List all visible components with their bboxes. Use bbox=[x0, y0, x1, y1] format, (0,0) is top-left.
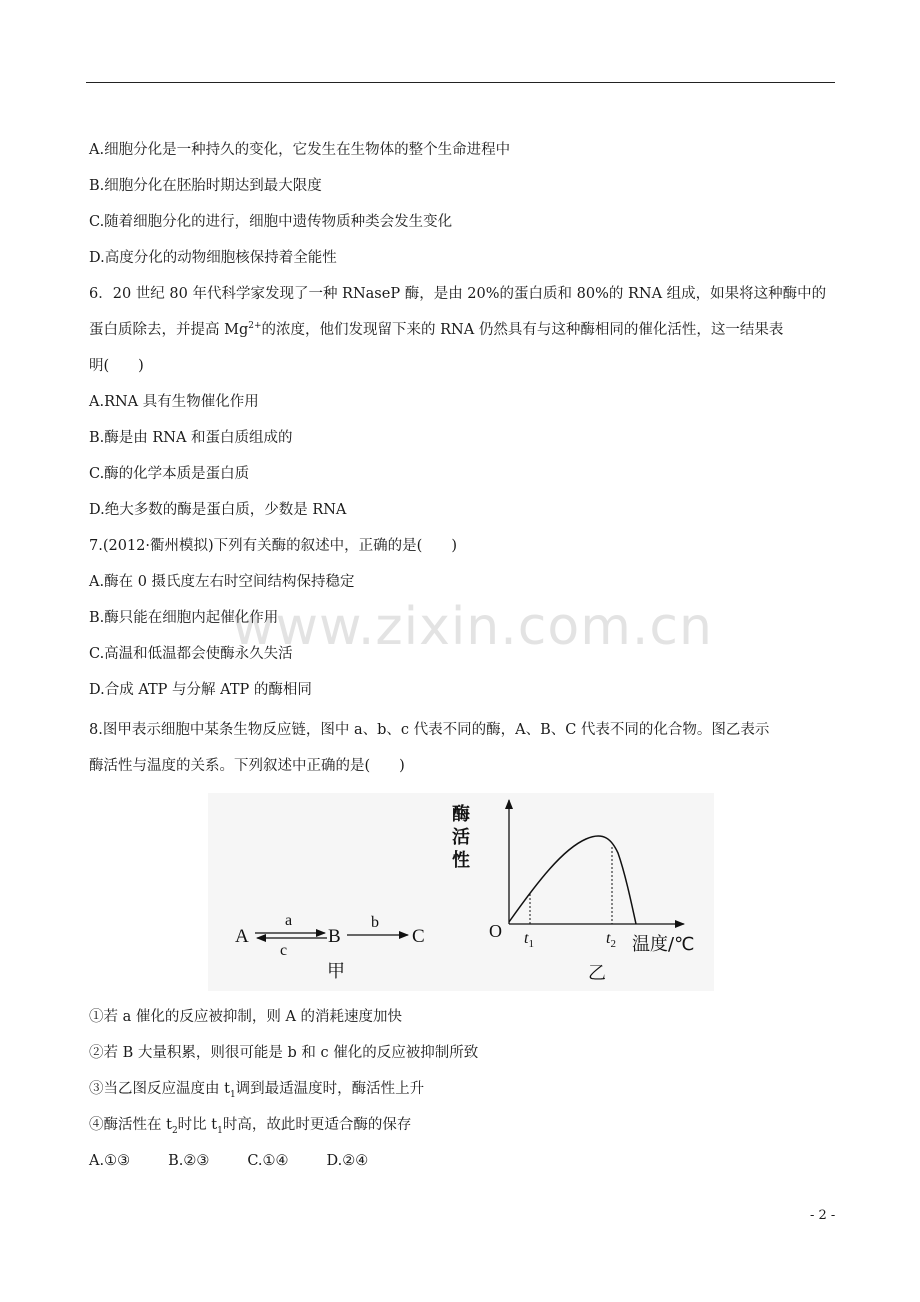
y-axis-label-3: 性 bbox=[452, 850, 470, 871]
q7-stem: 7.(2012·衢州模拟)下列有关酶的叙述中，正确的是( ) bbox=[89, 538, 457, 554]
q6-stem-line2: 蛋白质除去，并提高 $Mg^{2+}$的浓度，他们发现留下来的 RNA 仍然具有与这种酶相同的催化活性，这一结果表 bbox=[89, 321, 784, 338]
q6-option-d: D.绝大多数的酶是蛋白质，少数是 RNA bbox=[89, 502, 347, 518]
header-rule bbox=[86, 82, 835, 83]
y-axis-label-2: 活 bbox=[452, 827, 470, 848]
enzyme-c-label: c bbox=[280, 942, 288, 959]
q8-stem-line1: 8.图甲表示细胞中某条生物反应链，图中 a、b、c 代表不同的酶，A、B、C 代表不同的化合物。图乙表示 bbox=[89, 722, 770, 738]
q8-statement-4: ④酶活性在 $t_2$时比 $t_1$时高，故此时更适合酶的保存 bbox=[89, 1117, 412, 1136]
q8-choice-d: D.②④ bbox=[326, 1153, 369, 1169]
enzyme-b-label: b bbox=[371, 914, 379, 931]
q6-option-b: B.酶是由 RNA 和蛋白质组成的 bbox=[89, 430, 293, 446]
q6-stem-line1: 6．20 世纪 80 年代科学家发现了一种 RNaseP 酶，是由 20%的蛋白质和 80%的 RNA 组成，如果将这种酶中的 bbox=[89, 286, 827, 302]
q6-option-a: A.RNA 具有生物催化作用 bbox=[89, 394, 259, 410]
q8-choice-a: A.①③ bbox=[89, 1153, 131, 1169]
q6-option-c: C.酶的化学本质是蛋白质 bbox=[89, 466, 250, 482]
q7-option-a: A.酶在 0 摄氏度左右时空间结构保持稳定 bbox=[89, 574, 355, 590]
t2-label: $t_2$ bbox=[606, 930, 616, 950]
t1-label: $t_1$ bbox=[524, 930, 534, 950]
origin-label: O bbox=[489, 921, 502, 941]
q8-choice-c: C.①④ bbox=[247, 1153, 289, 1169]
enzyme-a-label: a bbox=[285, 912, 293, 929]
q7-option-d: D.合成 ATP 与分解 ATP 的酶相同 bbox=[89, 682, 312, 698]
q8-figure-svg bbox=[208, 793, 714, 991]
q8-figure bbox=[208, 793, 714, 991]
x-axis-label: 温度/℃ bbox=[632, 934, 695, 955]
q5-option-c: C.随着细胞分化的进行，细胞中遗传物质种类会发生变化 bbox=[89, 214, 453, 230]
q6-stem-line3: 明( ) bbox=[89, 358, 144, 374]
diagram-jia-label: 甲 bbox=[327, 961, 345, 982]
q5-option-d: D.高度分化的动物细胞核保持着全能性 bbox=[89, 250, 337, 266]
node-a-label: A bbox=[235, 926, 249, 947]
q8-stem-line2: 酶活性与温度的关系。下列叙述中正确的是( ) bbox=[89, 758, 405, 774]
q5-option-b: B.细胞分化在胚胎时期达到最大限度 bbox=[89, 178, 322, 194]
graph-yi-label: 乙 bbox=[588, 963, 606, 984]
q8-statement-2: ②若 B 大量积累，则很可能是 b 和 c 催化的反应被抑制所致 bbox=[89, 1045, 479, 1061]
q7-option-b: B.酶只能在细胞内起催化作用 bbox=[89, 610, 279, 626]
page-number: - 2 - bbox=[810, 1208, 836, 1223]
activity-curve bbox=[509, 836, 636, 924]
q8-choices bbox=[89, 1151, 368, 1171]
q8-statement-3: ③当乙图反应温度由 $t_1$调到最适温度时，酶活性上升 bbox=[89, 1081, 425, 1100]
q7-option-c: C.高温和低温都会使酶永久失活 bbox=[89, 646, 293, 662]
watermark: www.zixin.com.cn bbox=[232, 597, 713, 657]
q8-statement-1: ①若 a 催化的反应被抑制，则 A 的消耗速度加快 bbox=[89, 1009, 403, 1025]
node-c-label: C bbox=[412, 926, 425, 947]
node-b-label: B bbox=[328, 926, 341, 947]
q5-option-a: A.细胞分化是一种持久的变化，它发生在生物体的整个生命进程中 bbox=[89, 142, 511, 158]
q8-choice-b: B.②③ bbox=[168, 1153, 210, 1169]
y-axis-label-1: 酶 bbox=[452, 804, 470, 825]
